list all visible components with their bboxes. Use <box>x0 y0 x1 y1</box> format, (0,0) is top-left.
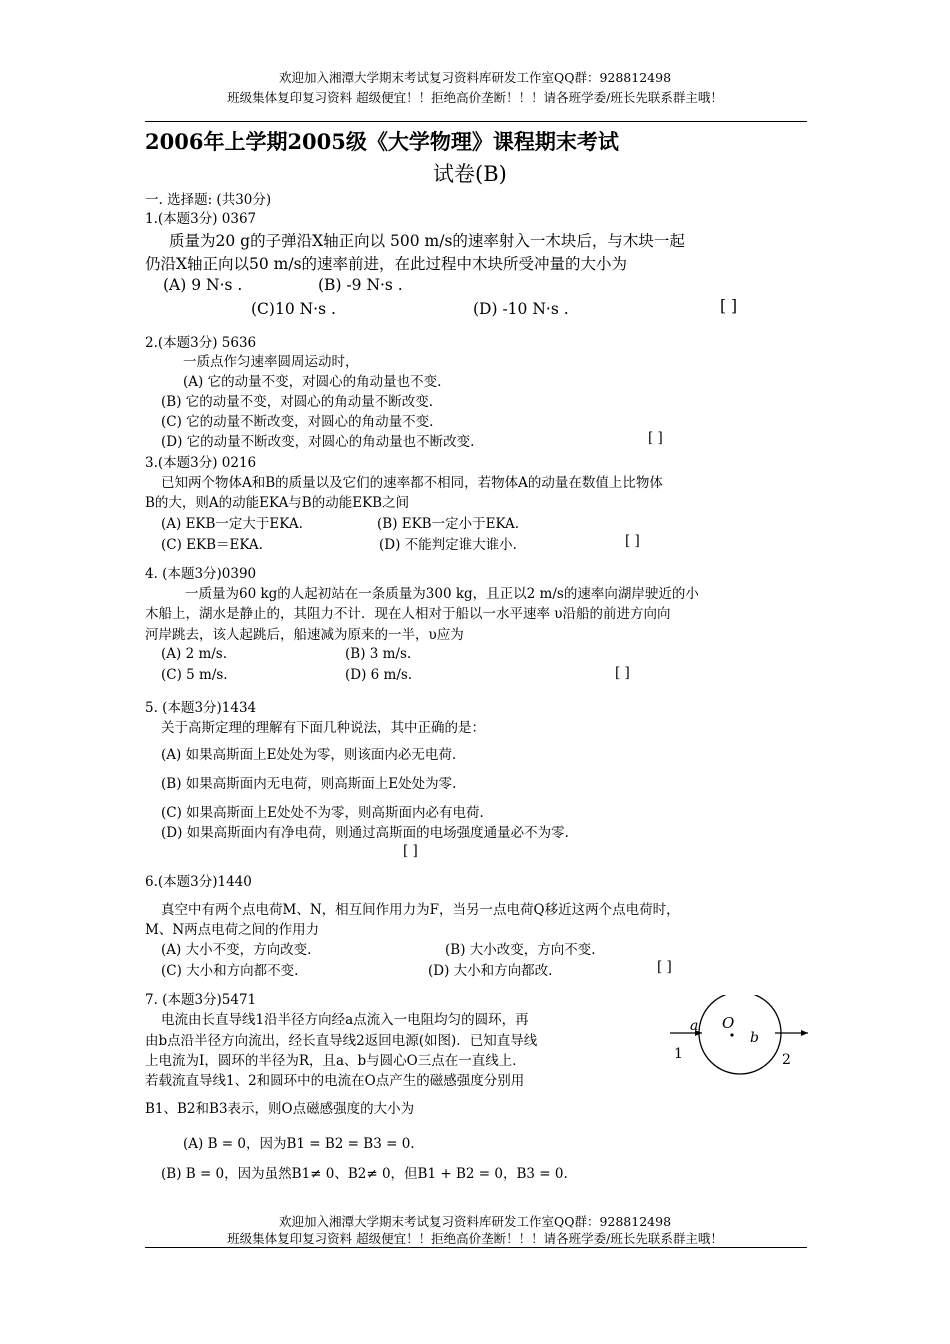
q5-stem: 关于高斯定理的理解有下面几种说法，其中正确的是： <box>161 720 485 736</box>
q7-head: 7. (本题3分)5471 <box>145 992 257 1008</box>
q7-option-b: (B) B = 0，因为虽然B1≠ 0、B2≠ 0，但B1 + B2 = 0，B3 = 0. <box>161 1166 568 1182</box>
q6-head: 6.(本题3分)1440 <box>145 874 252 890</box>
q5-option-a: (A) 如果高斯面上E处处为零，则该面内必无电荷. <box>161 747 457 763</box>
q1-option-d: (D) -10 N·s . <box>473 300 569 318</box>
header-divider <box>145 121 807 122</box>
exam-title: 2006年上学期2005级《大学物理》课程期末考试 <box>145 129 619 154</box>
q2-option-a: (A) 它的动量不变，对圆心的角动量也不变. <box>183 374 442 390</box>
q2-option-c: (C) 它的动量不断改变，对圆心的角动量不变. <box>161 414 434 430</box>
section-heading: 一. 选择题: (共30分) <box>145 192 272 208</box>
label-1: 1 <box>674 1046 683 1062</box>
q4-option-c: (C) 5 m/s. <box>161 667 228 683</box>
label-o: O <box>722 1014 735 1032</box>
q2-option-d: (D) 它的动量不断改变，对圆心的角动量也不断改变. <box>161 434 475 450</box>
header-line-2: 班级集体复印复习资料 超级便宜！！拒绝高价垄断！！！请各班学委/班长先联系群主哦！ <box>227 90 723 105</box>
q4-option-a: (A) 2 m/s. <box>161 646 228 662</box>
q5-option-d: (D) 如果高斯面内有净电荷，则通过高斯面的电场强度通量必不为零. <box>161 825 569 841</box>
q6-option-c: (C) 大小和方向都不变. <box>161 963 299 979</box>
q4-line2: 木船上，湖水是静止的，其阻力不计．现在人相对于船以一水平速率 υ沿船的前进方向向 <box>145 606 671 622</box>
q4-line3: 河岸跳去，该人起跳后，船速减为原来的一半，υ应为 <box>145 627 464 643</box>
q4-head: 4. (本题3分)0390 <box>145 566 257 582</box>
footer-line-1: 欢迎加入湘潭大学期末考试复习资料库研发工作室QQ群：928812498 <box>278 1214 672 1229</box>
q5-option-c: (C) 如果高斯面上E处处不为零，则高斯面内必有电荷. <box>161 805 484 821</box>
q7-option-a: (A) B = 0，因为B1 = B2 = B3 = 0. <box>183 1136 415 1152</box>
q2-stem: 一质点作匀速率圆周运动时， <box>183 354 359 370</box>
q6-option-a: (A) 大小不变，方向改变. <box>161 942 312 958</box>
q1-option-c: (C)10 N·s . <box>251 300 336 318</box>
q3-option-d: (D) 不能判定谁大谁小. <box>379 537 517 553</box>
label-2: 2 <box>782 1052 791 1068</box>
q3-answer-bracket: [ ] <box>625 533 640 549</box>
q6-line1: 真空中有两个点电荷M、N，相互间作用力为F，当另一点电荷Q移近这两个点电荷时， <box>161 902 680 918</box>
q1-option-a: (A) 9 N·s . <box>163 276 243 294</box>
q3-option-b: (B) EKB一定小于EKA. <box>377 516 520 532</box>
q1-option-b: (B) -9 N·s . <box>318 276 403 294</box>
footer-line-2: 班级集体复印复习资料 超级便宜！！拒绝高价垄断！！！请各班学委/班长先联系群主哦！ <box>227 1231 723 1246</box>
q6-option-d: (D) 大小和方向都改. <box>428 963 553 979</box>
q2-answer-bracket: [ ] <box>648 430 663 446</box>
label-a: a <box>690 1018 699 1034</box>
header-line-1: 欢迎加入湘潭大学期末考试复习资料库研发工作室QQ群：928812498 <box>278 70 672 85</box>
q4-line1: 一质量为60 kg的人起初站在一条质量为300 kg，且正以2 m/s的速率向湖岸驶近的小 <box>185 586 699 602</box>
exam-subtitle: 试卷(B) <box>433 162 507 186</box>
q1-line2: 仍沿X轴正向以50 m/s的速率前进，在此过程中木块所受冲量的大小为 <box>145 255 628 273</box>
q7-line1: 电流由长直导线1沿半径方向经a点流入一电阻均匀的圆环，再 <box>161 1012 529 1028</box>
q6-answer-bracket: [ ] <box>657 959 672 975</box>
q6-option-b: (B) 大小改变，方向不变. <box>445 942 596 958</box>
q4-option-b: (B) 3 m/s. <box>345 646 412 662</box>
wire-2-arrow-icon <box>801 1030 808 1036</box>
q4-option-d: (D) 6 m/s. <box>345 667 413 683</box>
q5-head: 5. (本题3分)1434 <box>145 700 257 716</box>
q1-answer-bracket: [ ] <box>720 297 738 315</box>
q6-line2: M、N两点电荷之间的作用力 <box>145 922 320 938</box>
q2-head: 2.(本题3分) 5636 <box>145 335 257 351</box>
q7-ring-circuit-figure <box>660 995 810 1080</box>
q2-option-b: (B) 它的动量不变，对圆心的角动量不断改变. <box>161 394 434 410</box>
q7-line5: B1、B2和B3表示，则O点磁感强度的大小为 <box>145 1101 415 1117</box>
center-point <box>730 1033 733 1036</box>
q3-option-c: (C) EKB＝EKA. <box>161 537 263 553</box>
q3-head: 3.(本题3分) 0216 <box>145 455 257 471</box>
q7-line3: 上电流为I，圆环的半径为R，且a、b与圆心O三点在一直线上． <box>145 1053 526 1069</box>
label-b: b <box>750 1030 759 1046</box>
footer-divider <box>145 1247 807 1248</box>
q5-option-b: (B) 如果高斯面内无电荷，则高斯面上E处处为零. <box>161 776 457 792</box>
q1-head: 1.(本题3分) 0367 <box>145 211 257 227</box>
q1-line1: 质量为20 g的子弹沿X轴正向以 500 m/s的速率射入一木块后，与木块一起 <box>169 232 685 250</box>
q3-line1: 已知两个物体A和B的质量以及它们的速率都不相同，若物体A的动量在数值上比物体 <box>161 475 663 491</box>
ring <box>699 995 781 1074</box>
q3-line2: B的大，则A的动能EKA与B的动能EKB之间 <box>145 495 410 511</box>
q7-line4: 若载流直导线1、2和圆环中的电流在O点产生的磁感强度分别用 <box>145 1073 525 1089</box>
q3-option-a: (A) EKB一定大于EKA. <box>161 516 303 532</box>
q7-line2: 由b点沿半径方向流出，经长直导线2返回电源(如图)．已知直导线 <box>145 1033 538 1049</box>
q4-answer-bracket: [ ] <box>615 665 630 681</box>
q5-answer-bracket: [ ] <box>403 843 418 859</box>
